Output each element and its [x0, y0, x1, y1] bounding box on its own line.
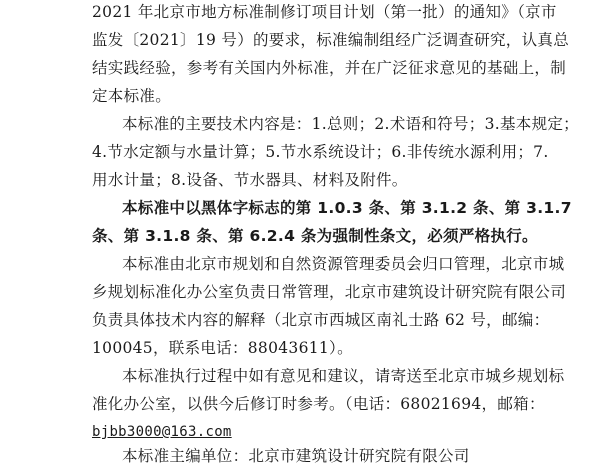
- body-text-line: 本标准由北京市规划和自然资源管理委员会归口管理，北京市城: [122, 255, 565, 273]
- email-line: [92, 422, 232, 442]
- body-text-line: 用水计量；8.设备、节水器具、材料及附件。: [92, 171, 408, 189]
- body-text-line: 本标准的主要技术内容是：1.总则；2.术语和符号；3.基本规定；: [122, 115, 579, 133]
- body-text-line: 2021 年北京市地方标准制修订项目计划（第一批）的通知》（京市: [92, 3, 557, 21]
- body-text-line: 100045，联系电话：88043611）。: [92, 339, 353, 357]
- body-text-line: 4.节水定额与水量计算；5.节水系统设计；6.非传统水源利用；7.: [92, 143, 549, 161]
- mandatory-clause-line: 本标准中以黑体字标志的第 1.0.3 条、第 3.1.2 条、第 3.1.7: [122, 199, 572, 217]
- email-link[interactable]: bjbb3000@163.com: [92, 424, 232, 440]
- body-text-line: 结实践经验，参考有关国内外标准，并在广泛征求意见的基础上，制: [92, 59, 567, 77]
- body-text-line: 负责具体技术内容的解释（北京市西城区南礼士路 62 号，邮编：: [92, 311, 550, 329]
- body-text-line: 定本标准。: [92, 87, 172, 105]
- mandatory-clause-line: 条、第 3.1.8 条、第 6.2.4 条为强制性条文，必须严格执行。: [92, 227, 538, 245]
- body-text-line: 本标准执行过程中如有意见和建议，请寄送至北京市城乡规划标: [122, 367, 565, 385]
- body-text-line: 准化办公室，以供今后修订时参考。（电话：68021694，邮箱：: [92, 395, 545, 413]
- body-text-line: 本标准主编单位：北京市建筑设计研究院有限公司: [122, 447, 470, 465]
- body-text-line: 监发〔2021〕19 号）的要求，标准编制组经广泛调查研究，认真总: [92, 31, 569, 49]
- body-text-line: 乡规划标准化办公室负责日常管理，北京市建筑设计研究院有限公司: [92, 283, 567, 301]
